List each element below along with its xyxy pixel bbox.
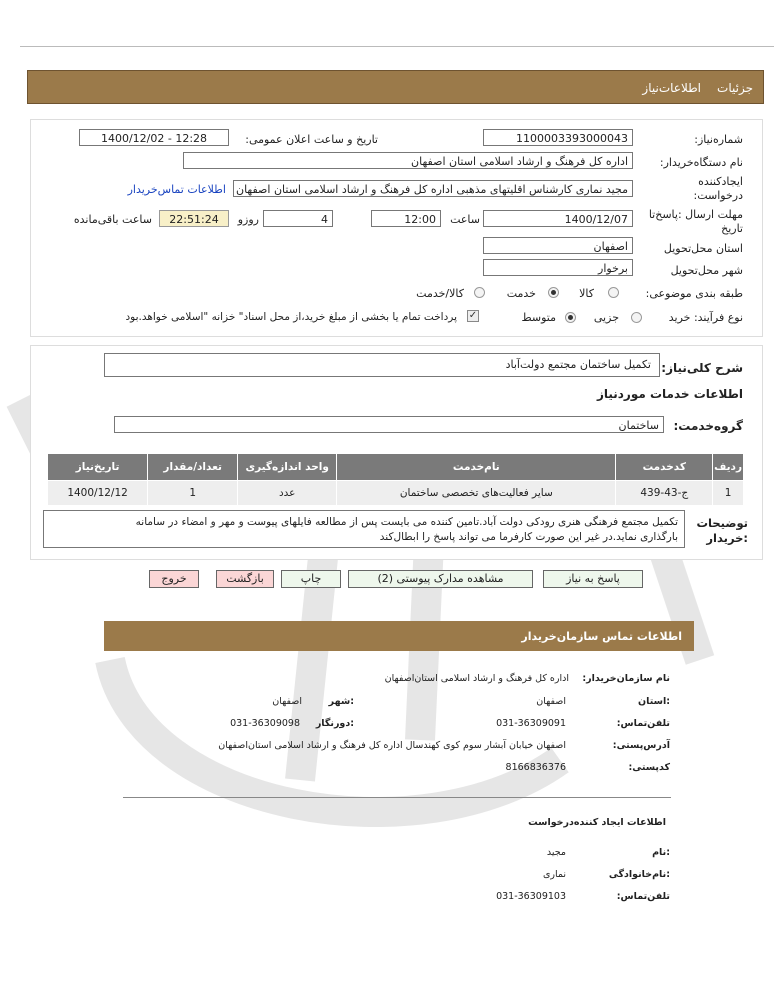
buyer-notes-line-2: بارگذاری نماید.در غیر این صورت کارفرما می تواند پاسخ را ابطال‌کند (379, 531, 678, 543)
creator-info-title: اطلاعات ایجاد کننده‌درخواست (528, 817, 666, 828)
summary-label: شرح کلی‌نیاز: (661, 361, 743, 375)
category-option-service: خدمت (506, 287, 536, 300)
creator-name-value: مجید (546, 847, 566, 858)
treasury-payment-note: پرداخت تمام یا بخشی از مبلغ خرید،از محل اسناد" خزانه "اسلامی خواهد.بود (125, 311, 457, 323)
process-type-label: نوع فرآیند: خرید (668, 311, 743, 324)
contact-province-value: اصفهان (536, 696, 566, 707)
category-label: طبقه بندی موضوعی: (645, 287, 743, 300)
days-label: روزو (237, 213, 259, 226)
table-header-row (48, 454, 744, 481)
process-option-medium: متوسط (521, 311, 556, 324)
remaining-time-field: 22:51:24 (159, 210, 229, 227)
reply-button[interactable]: پاسخ به نیاز (543, 570, 643, 588)
services-section-title: اطلاعات خدمات موردنیاز (596, 387, 743, 401)
creator-label: ایجادکننده (698, 175, 743, 188)
print-button[interactable]: چاپ (281, 570, 341, 588)
province-field[interactable]: اصفهان (483, 237, 633, 254)
contact-section-title: اطلاعات تماس سازمان‌خریدار (521, 630, 682, 643)
tab-details[interactable]: جزئیات (717, 81, 753, 95)
contact-fax-value: 031-36309098 (230, 718, 300, 729)
buyer-notes-label: توضیحات (696, 516, 748, 530)
deadline-time-field[interactable]: 12:00 (371, 210, 441, 227)
deadline-time-label: ساعت (450, 213, 480, 226)
col-header-need-date: تاریخ‌نیاز (48, 454, 148, 481)
buyer-org-label: نام دستگاه‌خریدار: (659, 156, 743, 169)
contact-postal-label: کد‌پستی: (628, 762, 670, 773)
contact-org-value: اداره کل فرهنگ و ارشاد اسلامی استان‌اصفهان (384, 673, 569, 684)
category-option-goods-service: کالا/خدمت (416, 287, 464, 300)
creator-name-label: :نام (652, 847, 670, 858)
category-radio-service[interactable] (548, 287, 559, 298)
deadline-date-field[interactable]: 1400/12/07 (483, 210, 633, 227)
col-header-unit: واحد اندازه‌گیری (238, 454, 337, 481)
creator-family-value: نماری (542, 869, 566, 880)
contact-phone-value: 031-36309091 (496, 718, 566, 729)
buyer-notes-field[interactable] (43, 510, 685, 548)
announce-date-label: تاریخ و ساعت اعلان عمومی: (245, 133, 378, 146)
category-radio-goods-service[interactable] (474, 287, 485, 298)
need-number-field[interactable]: 1100003393000043 (483, 129, 633, 146)
remaining-time-label: ساعت باقی‌مانده (73, 213, 152, 226)
contact-city-value: اصفهان (272, 696, 302, 707)
creator-phone-value: 031-36309103 (496, 891, 566, 902)
contact-org-label: نام سازمان‌خریدار: (582, 673, 670, 684)
cell-service-name: سایر فعالیت‌های تخصصی ساختمان (337, 481, 616, 506)
city-label: شهر محل‌تحویل (670, 264, 743, 277)
need-number-label: شماره‌نیاز: (694, 133, 743, 146)
deadline-label-2: تاریخ (721, 222, 743, 235)
contact-phone-label: تلفن‌تماس: (616, 718, 670, 729)
col-header-row-number: ردیف (713, 454, 744, 481)
service-group-field[interactable]: ساختمان (114, 416, 664, 433)
col-header-service-name: نام‌خدمت (337, 454, 616, 481)
services-table (47, 453, 744, 506)
creator-family-label: :نام‌خانوادگی (608, 869, 670, 880)
cell-service-code: ج-43-439 (616, 481, 713, 506)
province-label: استان محل‌تحویل (663, 242, 743, 255)
treasury-payment-checkbox[interactable]: ✓ (468, 310, 478, 321)
exit-button[interactable]: خروج (149, 570, 199, 588)
creator-field[interactable]: مجید نماری کارشناس اقلیتهای مذهبی اداره کل فرهنگ و ارشاد اسلامی استان اصفهان (233, 180, 633, 197)
buyer-notes-line-1: تکمیل مجتمع فرهنگی هنری رودکی دولت آباد.تامین کننده می بایست پس از مطالعه فایلهای پیوست و مهر و امضاء در سامانه (135, 516, 678, 528)
cell-row-number: 1 (713, 481, 744, 506)
deadline-label: مهلت ارسال :پاسخ‌تا (648, 208, 743, 221)
category-option-goods: کالا (579, 287, 594, 300)
summary-field[interactable]: تکمیل ساختمان مجتمع دولت‌آباد (104, 353, 660, 377)
announce-date-field[interactable]: 1400/12/02 - 12:28 (79, 129, 229, 146)
cell-unit: عدد (238, 481, 337, 506)
contact-header-bar (104, 621, 694, 651)
contact-postal-value: 8166836376 (505, 762, 566, 773)
remaining-days-field[interactable]: 4 (263, 210, 333, 227)
col-header-service-code: کدخدمت (616, 454, 713, 481)
contact-address-label: آدرس‌پستی: (612, 740, 670, 751)
service-group-label: گروه‌خدمت: (673, 419, 743, 433)
contact-province-label: :استان (638, 696, 670, 707)
back-button[interactable]: بازگشت (216, 570, 274, 588)
category-radio-goods[interactable] (608, 287, 619, 298)
contact-city-label: :شهر (328, 696, 354, 707)
creator-phone-label: تلفن‌تماس: (616, 891, 670, 902)
buyer-notes-label-2: :خریدار (706, 531, 748, 545)
process-option-minor: جزیی (593, 311, 619, 324)
cell-need-date: 1400/12/12 (48, 481, 148, 506)
contact-address-value: اصفهان خیابان آبشار سوم کوی کهندسال اداره کل فرهنگ و ارشاد اسلامی استان‌اصفهان (218, 740, 566, 751)
view-attachments-button[interactable]: مشاهده مدارک پیوستی (2) (348, 570, 533, 588)
process-radio-medium[interactable] (565, 312, 576, 323)
table-row (48, 481, 744, 506)
city-field[interactable]: برخوار (483, 259, 633, 276)
buyer-contact-link[interactable]: اطلاعات تماس‌خریدار (127, 183, 226, 196)
buyer-org-field[interactable]: اداره کل فرهنگ و ارشاد اسلامی استان اصفهان (183, 152, 633, 169)
top-divider (20, 46, 774, 47)
contact-divider (123, 797, 671, 798)
cell-quantity: 1 (148, 481, 238, 506)
col-header-quantity: تعداد/مقدار (148, 454, 238, 481)
creator-label-2: درخواست: (693, 189, 743, 202)
tab-need-info[interactable]: اطلاعات‌نیاز (642, 81, 701, 95)
contact-fax-label: :دورنگار (315, 718, 354, 729)
info-header-bar (27, 70, 764, 104)
process-radio-minor[interactable] (631, 312, 642, 323)
